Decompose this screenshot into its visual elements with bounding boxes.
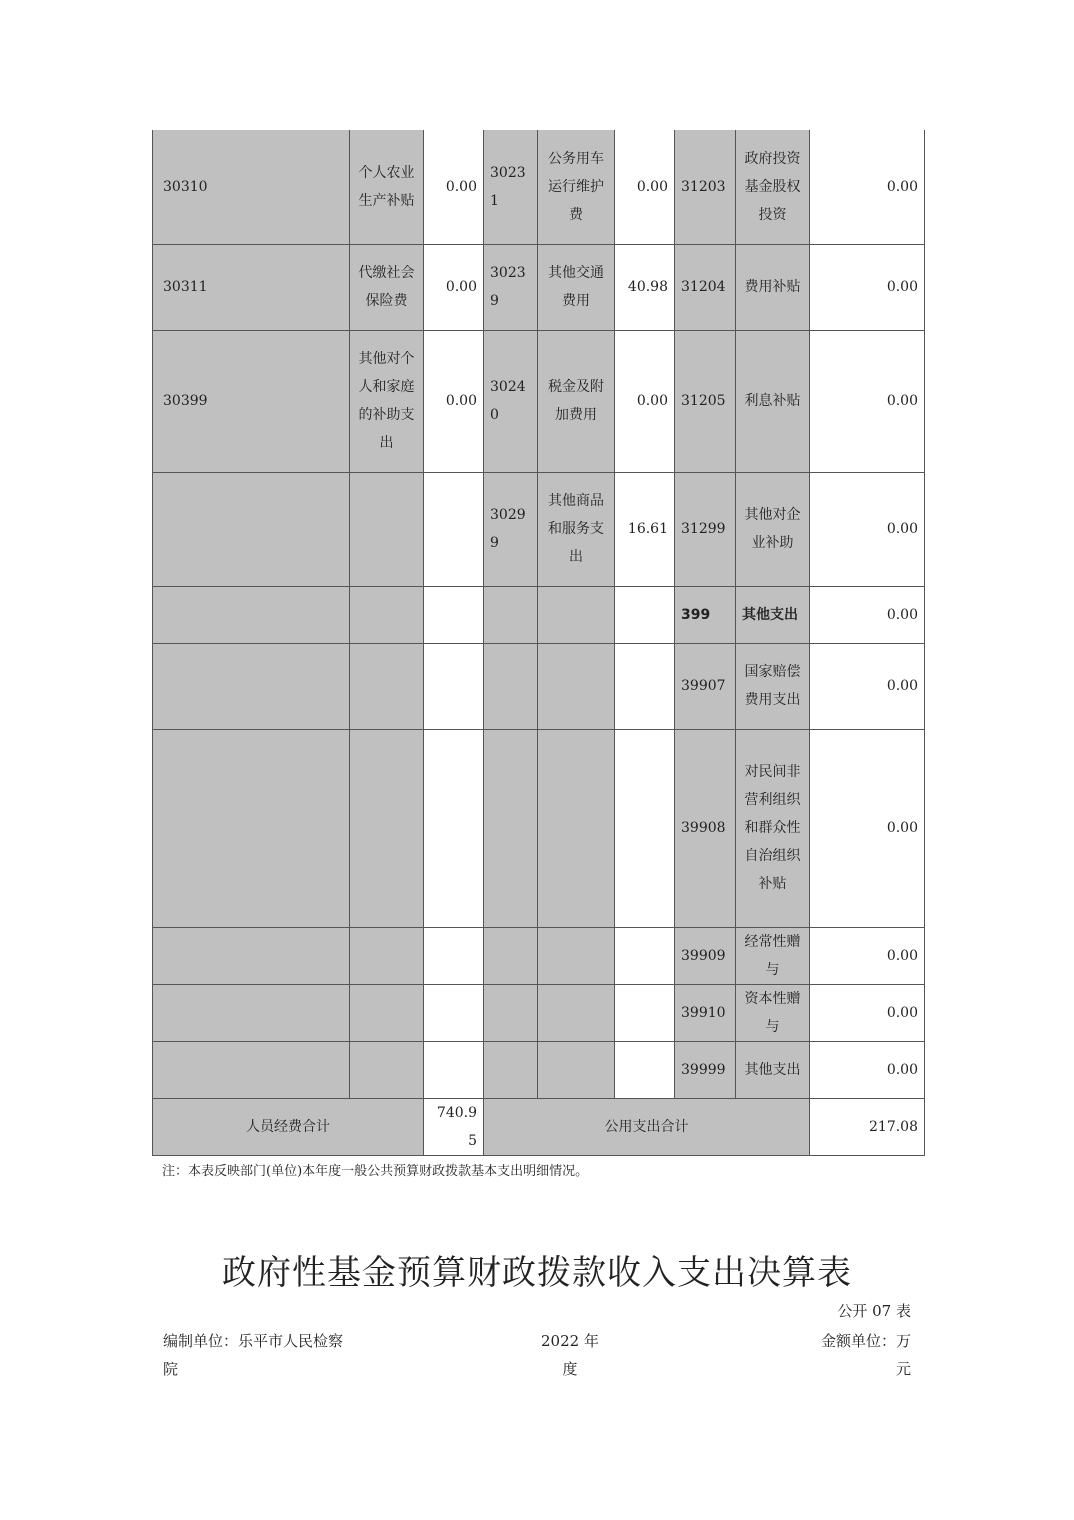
other-code: 31204 [675,244,736,330]
other-code: 31203 [675,130,736,244]
personnel-code [153,984,350,1041]
public-item-name [538,586,615,643]
other-item-name: 其他对企业补助 [736,472,810,586]
public-code [484,643,538,729]
table-row [153,984,925,1041]
public-item-name [538,927,615,984]
personnel-amount [424,472,484,586]
public-code: 30299 [484,472,538,586]
public-amount [615,586,675,643]
personnel-amount [424,643,484,729]
amount-unit: 金额单位：万元 [820,1332,911,1378]
personnel-item-name [350,643,424,729]
table-row [153,244,925,330]
other-amount: 0.00 [810,729,925,927]
personnel-code [153,729,350,927]
fiscal-year: 2022 年度 [541,1332,599,1378]
public-item-name: 税金及附加费用 [538,330,615,472]
personnel-total-value: 740.95 [424,1098,484,1155]
public-item-name [538,1041,615,1098]
public-code: 30239 [484,244,538,330]
personnel-code [153,643,350,729]
other-item-name: 对民间非营利组织和群众性自治组织补贴 [736,729,810,927]
personnel-item-name [350,472,424,586]
other-item-name: 费用补贴 [736,244,810,330]
personnel-amount [424,984,484,1041]
table-note: 注：本表反映部门(单位)本年度一般公共预算财政拨款基本支出明细情况。 [162,1164,589,1179]
other-code: 399 [675,586,736,643]
table-row [153,472,925,586]
other-amount: 0.00 [810,330,925,472]
other-item-name: 其他支出 [736,1041,810,1098]
other-item-name: 利息补贴 [736,330,810,472]
personnel-amount: 0.00 [424,330,484,472]
table-row [153,330,925,472]
personnel-amount: 0.00 [424,130,484,244]
personnel-code: 30311 [153,244,350,330]
table-row [153,586,925,643]
other-code: 39999 [675,1041,736,1098]
public-amount: 0.00 [615,130,675,244]
other-amount: 0.00 [810,130,925,244]
table-row [153,927,925,984]
other-amount: 0.00 [810,1041,925,1098]
personnel-item-name: 个人农业生产补贴 [350,130,424,244]
other-amount: 0.00 [810,984,925,1041]
public-amount [615,643,675,729]
expenditure-detail-table [152,130,925,1156]
public-code [484,729,538,927]
public-item-name: 公务用车运行维护费 [538,130,615,244]
public-amount [615,729,675,927]
personnel-amount [424,586,484,643]
personnel-code: 30399 [153,330,350,472]
personnel-amount [424,729,484,927]
personnel-item-name: 其他对个人和家庭的补助支出 [350,330,424,472]
personnel-item-name: 代缴社会保险费 [350,244,424,330]
other-item-name: 政府投资基金股权投资 [736,130,810,244]
other-code: 39910 [675,984,736,1041]
other-code: 39907 [675,643,736,729]
other-amount: 0.00 [810,472,925,586]
compiling-unit: 编制单位：乐平市人民检察院 [163,1332,344,1378]
public-code [484,927,538,984]
public-amount: 16.61 [615,472,675,586]
other-amount: 0.00 [810,927,925,984]
personnel-amount [424,927,484,984]
public-code [484,984,538,1041]
totals-row [153,1098,925,1155]
other-item-name: 其他支出 [736,586,810,643]
table-row [153,130,925,244]
public-item-name: 其他商品和服务支出 [538,472,615,586]
other-code: 39909 [675,927,736,984]
personnel-item-name [350,1041,424,1098]
page-title: 政府性基金预算财政拨款收入支出决算表 [222,1253,852,1293]
public-amount: 0.00 [615,330,675,472]
public-code [484,1041,538,1098]
public-item-name [538,643,615,729]
table-row [153,643,925,729]
personnel-code [153,472,350,586]
other-item-name: 经常性赠与 [736,927,810,984]
personnel-total-label: 人员经费合计 [153,1098,424,1155]
public-amount [615,927,675,984]
personnel-code [153,1041,350,1098]
public-item-name: 其他交通费用 [538,244,615,330]
other-item-name: 资本性赠与 [736,984,810,1041]
table-row [153,1041,925,1098]
other-code: 31299 [675,472,736,586]
personnel-amount: 0.00 [424,244,484,330]
public-code: 30231 [484,130,538,244]
other-amount: 0.00 [810,586,925,643]
personnel-code: 30310 [153,130,350,244]
personnel-item-name [350,927,424,984]
other-amount: 0.00 [810,244,925,330]
public-item-name [538,729,615,927]
personnel-item-name [350,729,424,927]
public-amount [615,984,675,1041]
public-code [484,586,538,643]
personnel-code [153,927,350,984]
public-code: 30240 [484,330,538,472]
personnel-item-name [350,984,424,1041]
personnel-item-name [350,586,424,643]
other-amount: 0.00 [810,643,925,729]
table-row [153,729,925,927]
public-amount [615,1041,675,1098]
personnel-amount [424,1041,484,1098]
other-item-name: 国家赔偿费用支出 [736,643,810,729]
other-code: 39908 [675,729,736,927]
table-number: 公开 07 表 [837,1302,911,1320]
public-total-value: 217.08 [810,1098,925,1155]
public-amount: 40.98 [615,244,675,330]
public-total-label: 公用支出合计 [484,1098,810,1155]
personnel-code [153,586,350,643]
public-item-name [538,984,615,1041]
other-code: 31205 [675,330,736,472]
